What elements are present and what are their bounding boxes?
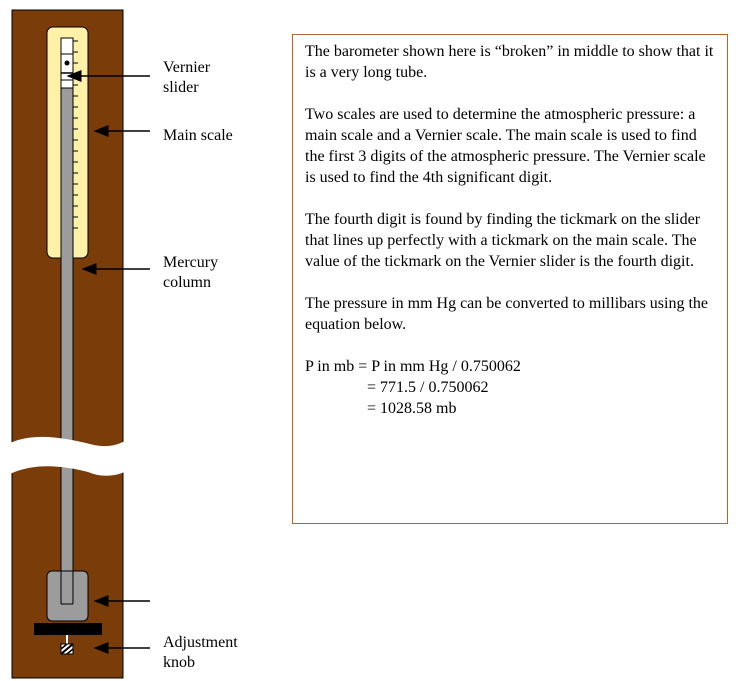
vernier-marker-dot bbox=[65, 61, 70, 66]
mercury-column-label: Mercury column bbox=[163, 254, 219, 291]
vernier-slider-label: Vernier slider bbox=[163, 59, 211, 96]
explanation-textbox bbox=[292, 34, 728, 524]
explanation-paragraph-3: The fourth digit is found by finding the tickmark on the slider that lines up perfectly with a tickmark on the main scale. The value of the tickmark on the Vernier slider is the fourth digit. bbox=[305, 211, 701, 270]
conversion-equation bbox=[305, 356, 717, 419]
equation-line-2: = 771.5 / 0.750062 bbox=[367, 379, 489, 396]
adjustment-knob-icon bbox=[61, 644, 73, 654]
base-plate bbox=[34, 623, 102, 635]
equation-line-3: = 1028.58 mb bbox=[367, 400, 457, 417]
mercury-column bbox=[61, 88, 73, 604]
mercury-reservoir bbox=[47, 571, 88, 621]
main-scale-label: Main scale bbox=[163, 127, 233, 144]
equation-line-1: P in mb = P in mm Hg / 0.750062 bbox=[305, 358, 521, 375]
adjustment-knob-label: Adjustment knob bbox=[163, 634, 238, 671]
explanation-paragraph-1: The barometer shown here is “broken” in middle to show that it is a very long tube. bbox=[305, 43, 714, 81]
explanation-paragraph-2: Two scales are used to determine the atmospheric pressure: a main scale and a Vernier scale. The main scale is used to find the first 3 digits of the atmospheric pressure. The Vernier scale is used to find the 4th significant digit. bbox=[305, 106, 706, 186]
explanation-paragraph-4: The pressure in mm Hg can be converted to millibars using the equation below. bbox=[305, 295, 709, 333]
